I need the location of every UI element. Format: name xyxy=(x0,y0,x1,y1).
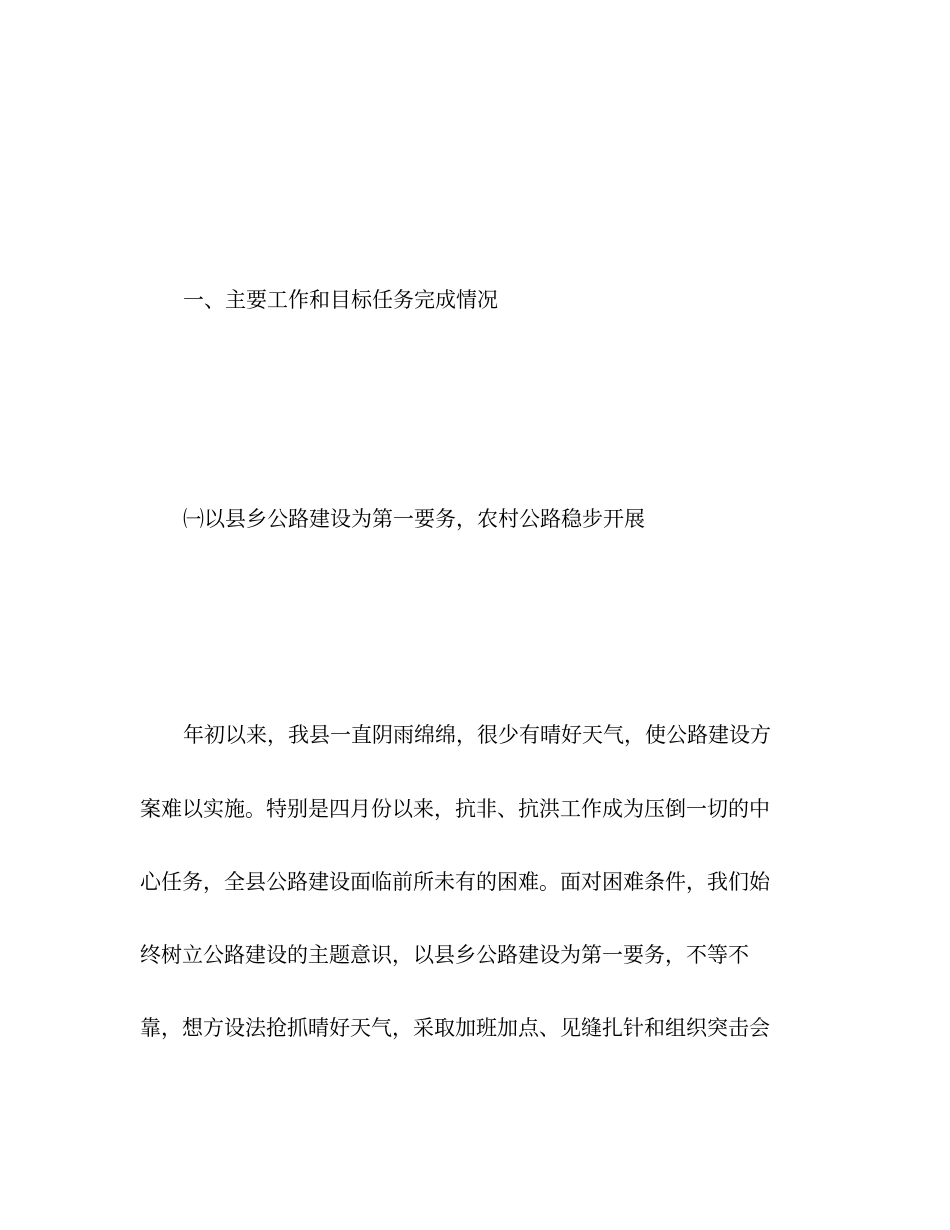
section-heading: 一、主要工作和目标任务完成情况 xyxy=(183,288,498,312)
paragraph-line-1: 年初以来，我县一直阴雨绵绵，很少有晴好天气，使公路建设方 xyxy=(183,723,771,747)
paragraph-line-3: 心任务，全县公路建设面临前所未有的困难。面对困难条件，我们始 xyxy=(140,870,770,894)
paragraph-line-5: 靠，想方设法抢抓晴好天气，采取加班加点、见缝扎针和组织突击会 xyxy=(140,1016,770,1040)
paragraph-line-2: 案难以实施。特别是四月份以来，抗非、抗洪工作成为压倒一切的中 xyxy=(140,797,770,821)
subsection-heading: ㈠以县乡公路建设为第一要务，农村公路稳步开展 xyxy=(183,507,645,531)
paragraph-line-4: 终树立公路建设的主题意识，以县乡公路建设为第一要务，不等不 xyxy=(140,943,749,967)
